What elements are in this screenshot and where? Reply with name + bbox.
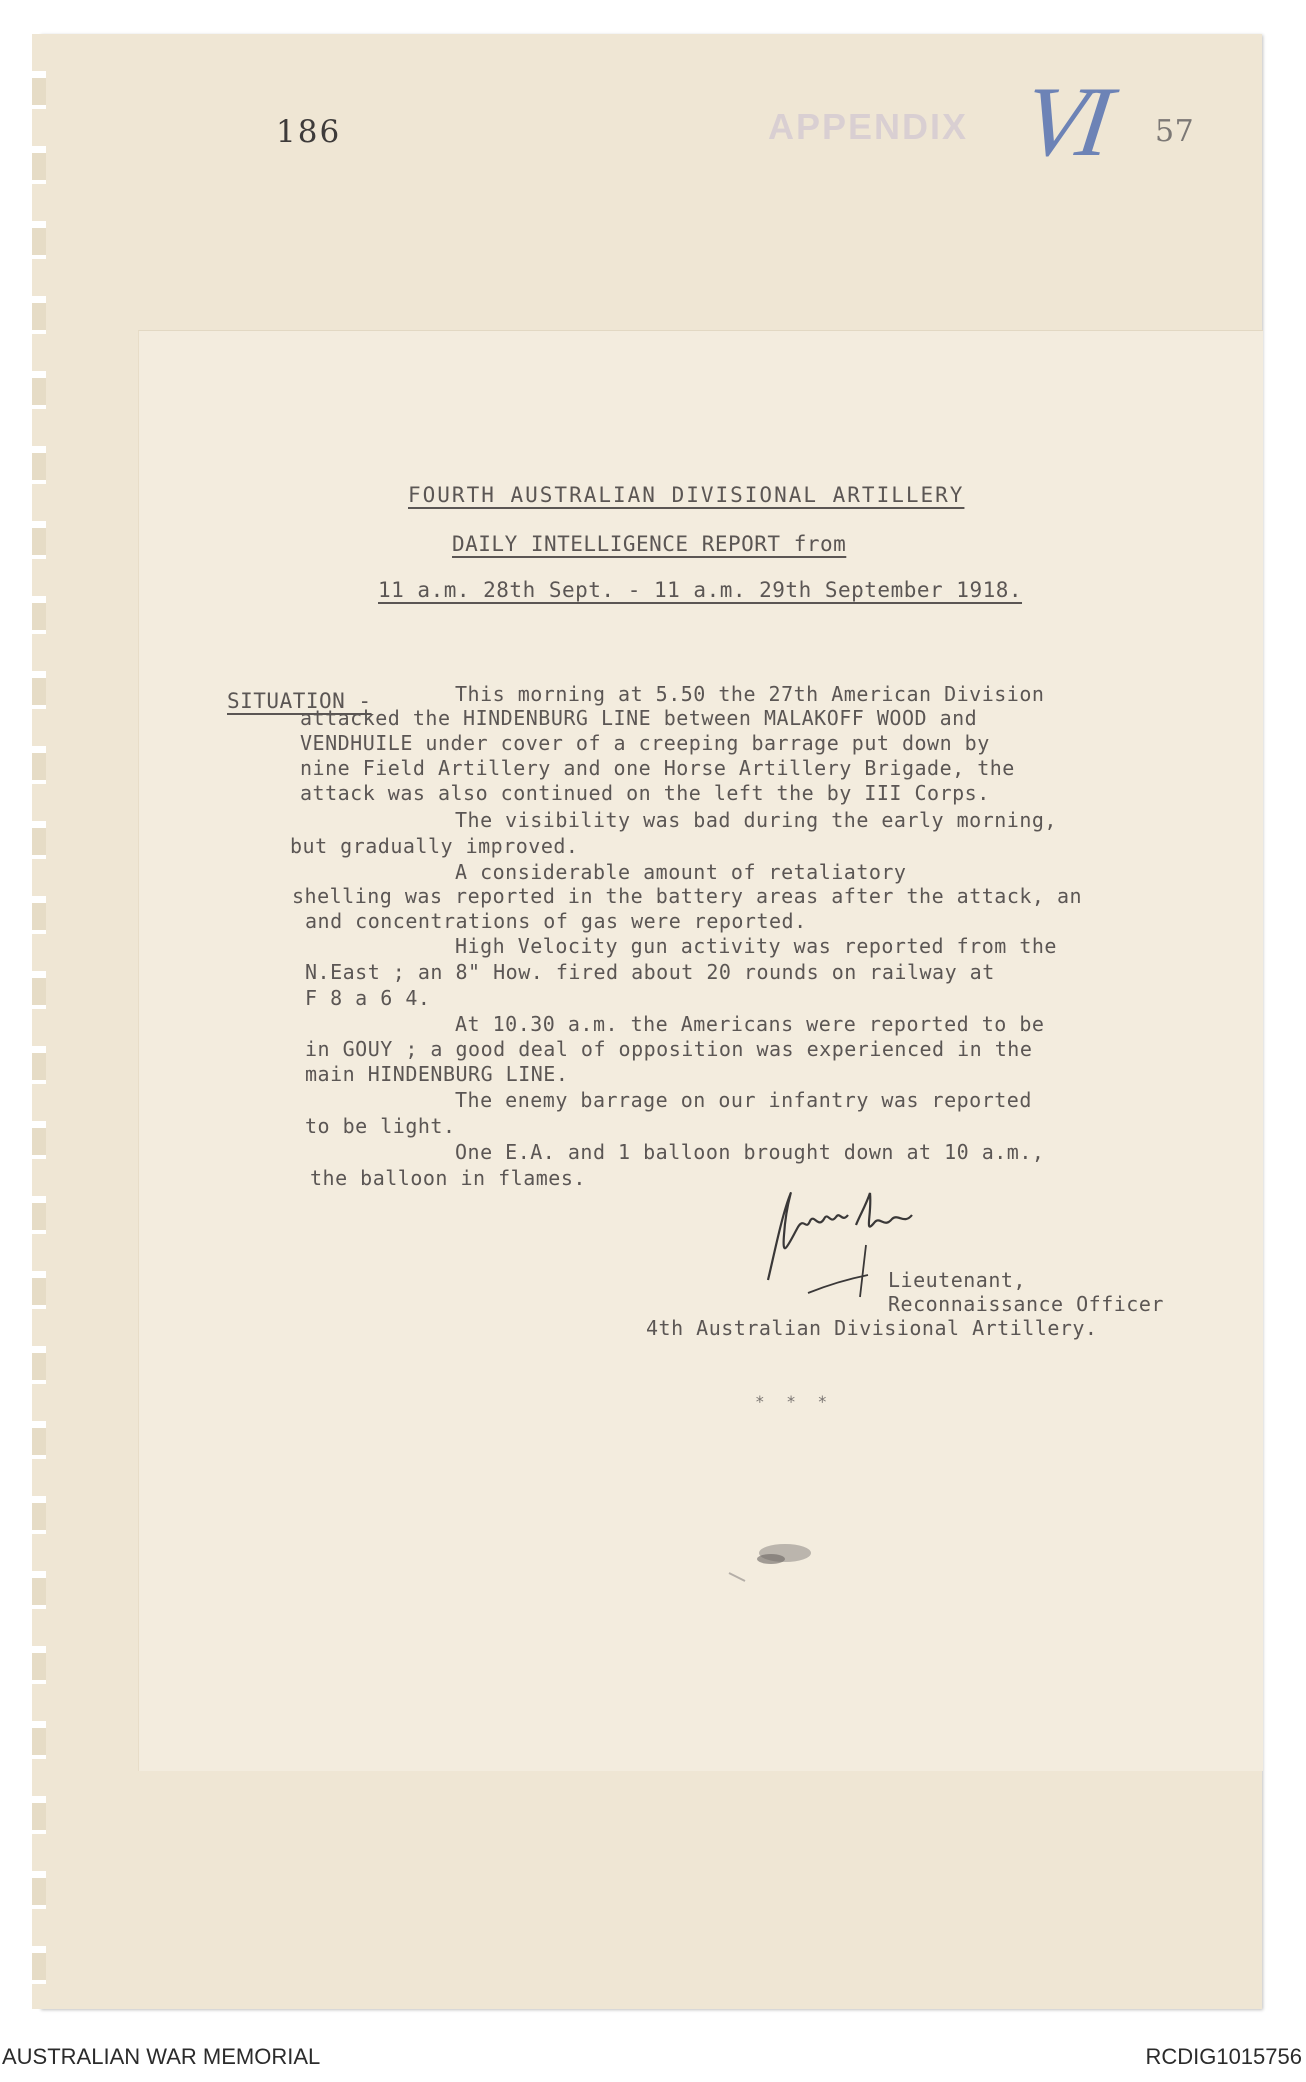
signatory-title: Reconnaissance Officer bbox=[888, 1292, 1164, 1316]
report-line: The visibility was bad during the early morning, bbox=[455, 808, 1057, 832]
section-heading: SITUATION - bbox=[227, 689, 372, 713]
signatory-rank: Lieutenant, bbox=[888, 1268, 1026, 1292]
appendix-stamp: APPENDIX bbox=[768, 106, 969, 147]
report-line: The enemy barrage on our infantry was reported bbox=[455, 1088, 1032, 1112]
report-line: shelling was reported in the battery areas after the attack, an bbox=[292, 884, 1083, 908]
report-line: but gradually improved. bbox=[290, 834, 579, 858]
report-line: High Velocity gun activity was reported from the bbox=[455, 934, 1057, 958]
ink-smudge bbox=[715, 1525, 835, 1585]
report-line: main HINDENBURG LINE. bbox=[305, 1062, 569, 1086]
report-line: VENDHUILE under cover of a creeping barrage put down by bbox=[300, 731, 990, 755]
separator-asterisks: * * * bbox=[755, 1392, 834, 1411]
report-subtitle: DAILY INTELLIGENCE REPORT from bbox=[452, 532, 847, 556]
report-line: At 10.30 a.m. the Americans were reported to be bbox=[455, 1012, 1045, 1036]
report-line: A considerable amount of retaliatory bbox=[455, 860, 907, 884]
report-line: to be light. bbox=[305, 1114, 456, 1138]
report-line: and concentrations of gas were reported. bbox=[305, 909, 807, 933]
report-period: 11 a.m. 28th Sept. - 11 a.m. 29th September 1918. bbox=[378, 578, 1023, 602]
report-line: in GOUY ; a good deal of opposition was experienced in the bbox=[305, 1037, 1033, 1061]
signatory-unit: 4th Australian Divisional Artillery. bbox=[646, 1316, 1098, 1340]
report-line: attacked the HINDENBURG LINE between MALAKOFF WOOD and bbox=[300, 706, 978, 730]
page-number: 186 bbox=[276, 114, 342, 150]
report-line: F 8 a 6 4. bbox=[305, 986, 431, 1010]
report-line: attack was also continued on the left the by III Corps. bbox=[300, 781, 990, 805]
report-line: One E.A. and 1 balloon brought down at 10 a.m., bbox=[455, 1140, 1045, 1164]
appendix-number: VI bbox=[1017, 66, 1112, 177]
report-line: This morning at 5.50 the 27th American Division bbox=[455, 682, 1045, 706]
report-title: FOURTH AUSTRALIAN DIVISIONAL ARTILLERY bbox=[408, 483, 965, 507]
folio-number: 57 bbox=[1155, 114, 1195, 149]
report-line: the balloon in flames. bbox=[310, 1166, 586, 1190]
report-line: nine Field Artillery and one Horse Artillery Brigade, the bbox=[300, 756, 1015, 780]
archive-credit: AUSTRALIAN WAR MEMORIAL bbox=[2, 2044, 321, 2069]
archive-id: RCDIG1015756 bbox=[1145, 2044, 1302, 2069]
report-line: N.East ; an 8" How. fired about 20 rounds on railway at bbox=[305, 960, 995, 984]
